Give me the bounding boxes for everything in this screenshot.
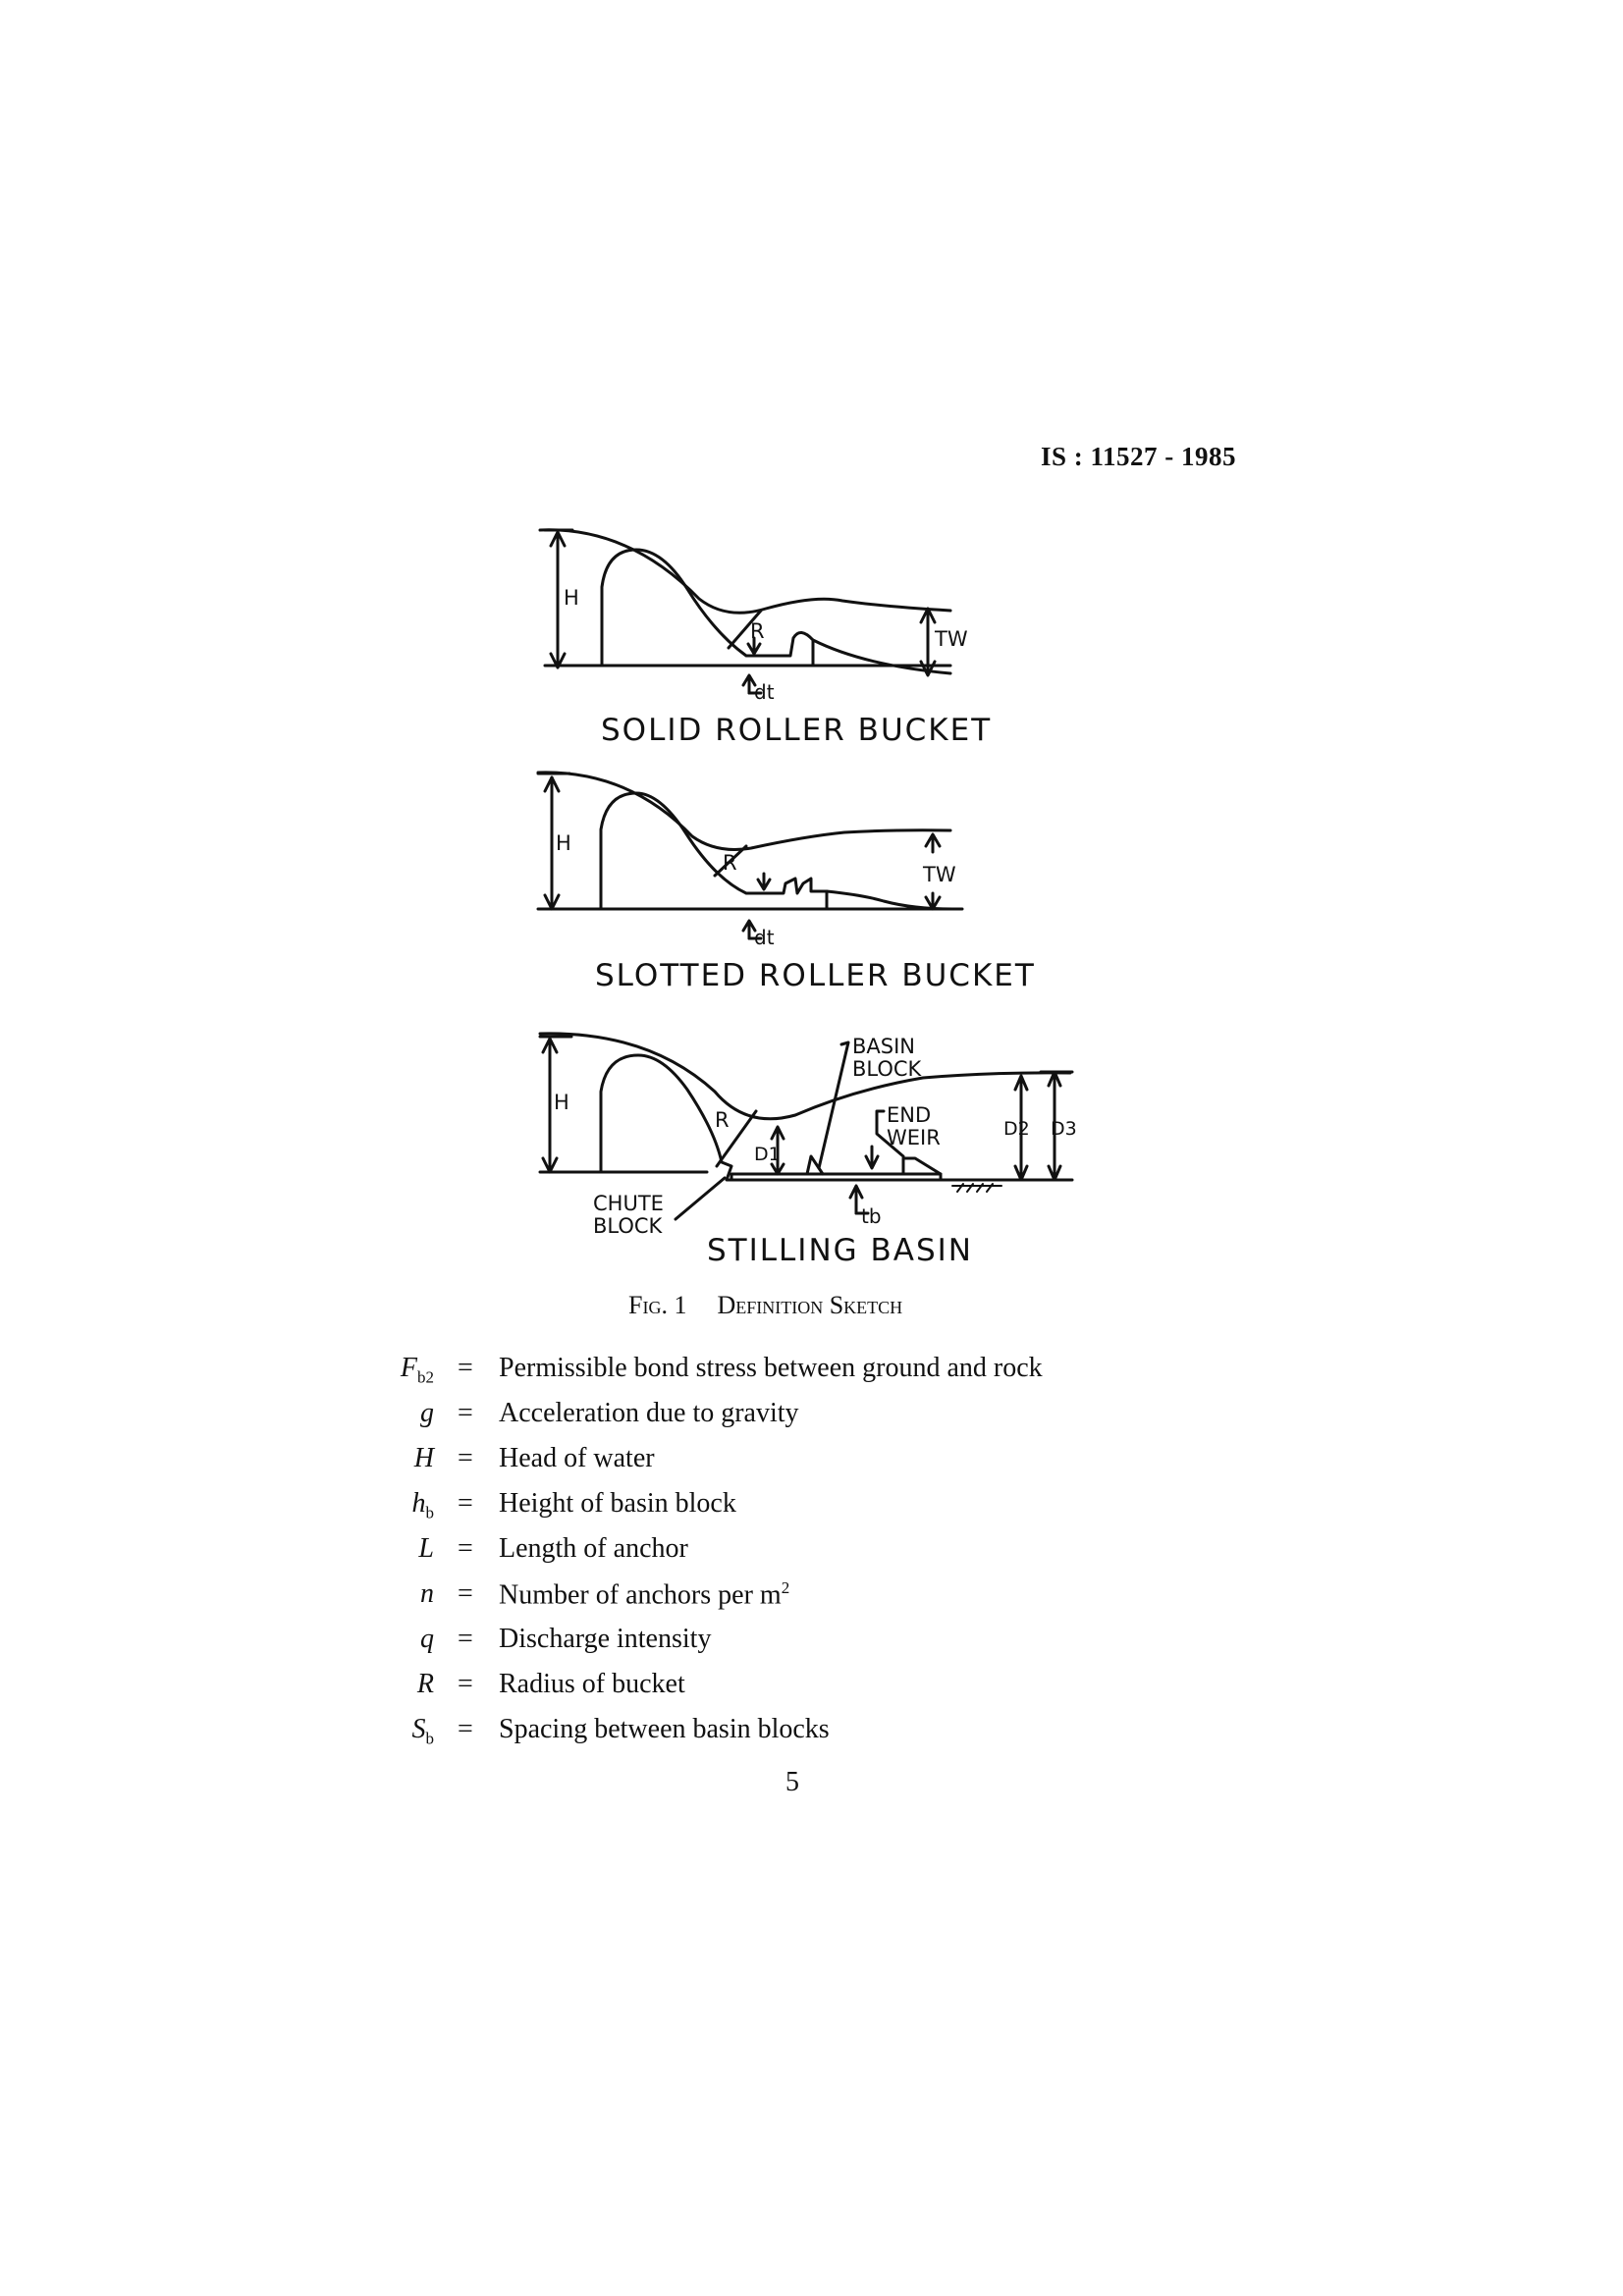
spillway-body: [602, 550, 813, 666]
label-basin-block: BLOCK: [852, 1057, 922, 1081]
notation-item: [373, 1353, 1159, 1392]
notation-symbol: $S_b$: [411, 1714, 434, 1748]
label-chute-block: CHUTE: [593, 1192, 664, 1215]
notation-item: [373, 1398, 1159, 1437]
notation-symbol: n: [420, 1578, 434, 1609]
solid-roller-bucket-diagram: [540, 530, 950, 693]
notation-symbol: q: [420, 1624, 434, 1654]
panel-caption: SLOTTED ROLLER BUCKET: [595, 958, 1036, 993]
equals-sign: =: [458, 1353, 473, 1383]
equals-sign: =: [458, 1714, 473, 1744]
notation-item: [373, 1578, 1159, 1618]
figure-caption: [628, 1291, 902, 1320]
label-d1: D1: [754, 1144, 781, 1165]
equals-sign: =: [458, 1488, 473, 1519]
notation-symbol: H: [413, 1443, 434, 1473]
notation-definition: Number of anchors per $m^2$: [499, 1578, 790, 1611]
notation-item: [373, 1669, 1159, 1708]
equals-sign: =: [458, 1398, 473, 1428]
label-h: H: [556, 831, 571, 855]
equals-sign: =: [458, 1624, 473, 1654]
label-basin-block: BASIN: [852, 1035, 916, 1058]
equals-sign: =: [458, 1533, 473, 1564]
label-end-weir: END: [887, 1103, 932, 1127]
label-dt: dt: [754, 680, 775, 704]
notation-item: [373, 1714, 1159, 1753]
label-dt: dt: [754, 926, 775, 949]
label-tw: TW: [935, 627, 968, 651]
panel-caption: SOLID ROLLER BUCKET: [601, 713, 993, 748]
page-number: 5: [785, 1767, 799, 1797]
label-h: H: [554, 1091, 569, 1114]
label-d2: D2: [1003, 1118, 1030, 1140]
figure-number: Fig. 1: [628, 1291, 687, 1319]
panel-caption: STILLING BASIN: [707, 1233, 973, 1268]
notation-symbol: g: [420, 1398, 434, 1428]
figure-title: Definition Sketch: [717, 1291, 903, 1319]
notation-symbol: $h_b$: [411, 1488, 434, 1522]
label-r: R: [723, 851, 737, 875]
notation-definition: Height of basin block: [499, 1488, 736, 1519]
notation-item: [373, 1624, 1159, 1663]
notation-symbol: $F_{b2}$: [400, 1353, 434, 1387]
label-d3: D3: [1051, 1118, 1077, 1140]
equals-sign: =: [458, 1578, 473, 1609]
label-r: R: [750, 619, 765, 643]
notation-symbol: R: [416, 1669, 434, 1699]
notation-definition: Length of anchor: [499, 1533, 688, 1564]
equals-sign: =: [458, 1669, 473, 1699]
notation-symbol: L: [418, 1533, 434, 1564]
notation-definition: Radius of bucket: [499, 1669, 685, 1699]
equals-sign: =: [458, 1443, 473, 1473]
notation-item: [373, 1443, 1159, 1482]
label-end-weir: WEIR: [887, 1126, 941, 1149]
notation-definition: Spacing between basin blocks: [499, 1714, 830, 1744]
slotted-roller-bucket-diagram: [538, 773, 962, 938]
label-h: H: [564, 586, 579, 610]
label-tb: tb: [861, 1204, 882, 1228]
notation-definition: Permissible bond stress between ground and rock: [499, 1353, 1043, 1383]
notation-item: [373, 1533, 1159, 1573]
notation-item: [373, 1488, 1159, 1527]
label-chute-block: BLOCK: [593, 1214, 663, 1238]
label-r: R: [715, 1108, 730, 1132]
notation-definition: Head of water: [499, 1443, 655, 1473]
label-tw: TW: [923, 863, 956, 886]
notation-definition: Discharge intensity: [499, 1624, 712, 1654]
notation-definition: Acceleration due to gravity: [499, 1398, 799, 1428]
end-weir: [903, 1158, 941, 1174]
standard-number: IS : 11527 - 1985: [1041, 442, 1237, 471]
